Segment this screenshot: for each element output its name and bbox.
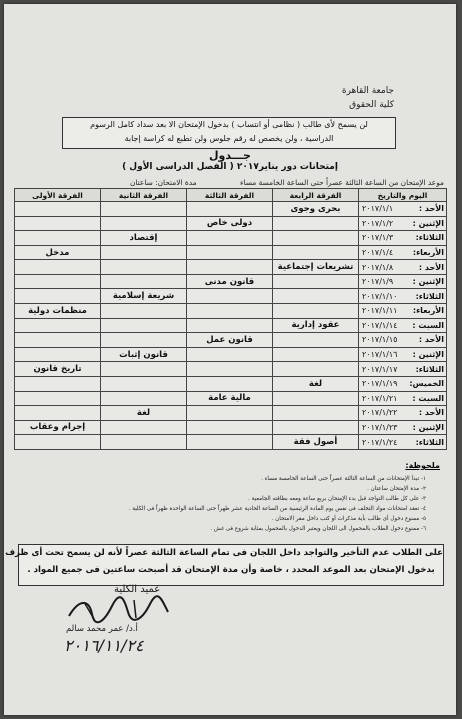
dean-name: أ.د/ عمر محمد سالم [66, 624, 138, 634]
signature-date: ٢٠١٦/١١/٢٤ [64, 636, 144, 655]
table-row [15, 333, 447, 348]
third-year-subject [187, 435, 273, 450]
third-year-subject [187, 289, 273, 304]
notes-title: ملحوظة: [405, 461, 440, 470]
day-name: الأحد : [418, 408, 444, 418]
first-year-subject: إجرام وعقاب [15, 420, 101, 435]
fourth-year-subject [273, 304, 359, 319]
table-row [15, 245, 447, 260]
note-item: ٣- على كل طالب التواجد قبل بدء الإمتحان بربع ساعة ومعه بطاقته الجامعية . [248, 496, 426, 502]
fourth-year-subject [273, 333, 359, 348]
second-year-subject [101, 304, 187, 319]
exam-date: ٢٠١٧/١/١٤ [362, 320, 398, 330]
exam-duration-info: مدة الامتحان: ساعتان [130, 178, 197, 187]
first-year-subject [15, 347, 101, 362]
table-row [15, 376, 447, 391]
third-year-subject [187, 231, 273, 246]
first-year-subject [15, 435, 101, 450]
third-year-subject [187, 318, 273, 333]
second-year-subject [101, 420, 187, 435]
day-name: الإثنين : [412, 350, 444, 360]
first-year-subject [15, 289, 101, 304]
exam-time-info: موعد الإمتحان من الساعة الثالثة عصراً حتى الساعة الخامسة مساء [239, 178, 444, 187]
day-name: السبت : [412, 393, 444, 403]
third-year-subject [187, 420, 273, 435]
day-date-cell [359, 260, 447, 275]
day-date-cell [359, 333, 447, 348]
faculty-name: كلية الحقوق [349, 100, 394, 110]
table-row [15, 216, 447, 231]
fourth-year-subject [273, 245, 359, 260]
day-date-cell [359, 347, 447, 362]
first-year-subject [15, 260, 101, 275]
third-year-subject: قانون مدنى [187, 274, 273, 289]
table-row [15, 406, 447, 421]
exam-date: ٢٠١٧/١/٢٤ [362, 437, 398, 447]
second-year-subject: قانون إثبات [101, 347, 187, 362]
table-row [15, 274, 447, 289]
header-fourth-year: الفرقة الرابعة [273, 189, 359, 202]
notes-list [129, 474, 426, 534]
lateness-warning-box [5, 544, 444, 586]
note-item: ٢- مدة الإمتحان ساعتان . [367, 486, 426, 492]
first-year-subject: مدخل [15, 245, 101, 260]
table-row [15, 347, 447, 362]
first-year-subject: منظمات دولية [15, 304, 101, 319]
third-year-subject [187, 406, 273, 421]
table-row [15, 304, 447, 319]
exam-date: ٢٠١٧/١/١٧ [362, 364, 398, 374]
fourth-year-subject [273, 216, 359, 231]
second-year-subject [101, 202, 187, 217]
table-header-row [15, 189, 447, 202]
first-year-subject [15, 231, 101, 246]
day-name: الثلاثاء: [415, 291, 444, 301]
header-day-date: اليوم والتاريخ [359, 189, 447, 202]
second-year-subject: لغة [101, 406, 187, 421]
header-third-year: الفرقة الثالثة [187, 189, 273, 202]
third-year-subject: قانون عمل [187, 333, 273, 348]
day-date-cell [359, 420, 447, 435]
day-name: الثلاثاء: [415, 233, 444, 243]
first-year-subject [15, 406, 101, 421]
day-name: الخميس: [409, 379, 444, 389]
day-name: الثلاثاء: [415, 437, 444, 447]
day-date-cell [359, 406, 447, 421]
day-date-cell [359, 362, 447, 377]
exam-date: ٢٠١٧/١/٩ [362, 277, 394, 287]
third-year-subject [187, 304, 273, 319]
first-year-subject [15, 202, 101, 217]
dean-title: عميد الكلية [114, 584, 161, 595]
exam-schedule-table [14, 188, 447, 450]
day-name: الإثنين : [412, 218, 444, 228]
day-date-cell [359, 274, 447, 289]
second-year-subject: شريعة إسلامية [101, 289, 187, 304]
first-year-subject: تاريخ قانون [15, 362, 101, 377]
day-name: الثلاثاء: [415, 364, 444, 374]
day-date-cell [359, 391, 447, 406]
fourth-year-subject [273, 347, 359, 362]
fees-notice-box [62, 117, 396, 149]
fourth-year-subject: لغة [273, 376, 359, 391]
second-year-subject [101, 274, 187, 289]
first-year-subject [15, 318, 101, 333]
third-year-subject [187, 202, 273, 217]
first-year-subject [15, 274, 101, 289]
exam-date: ٢٠١٧/١/٢٢ [362, 408, 398, 418]
table-row [15, 231, 447, 246]
third-year-subject [187, 376, 273, 391]
second-year-subject [101, 216, 187, 231]
third-year-subject [187, 260, 273, 275]
day-name: الإثنين : [412, 277, 444, 287]
document-heading: جـــدول [209, 149, 251, 162]
first-year-subject [15, 216, 101, 231]
fees-notice-line-2: الدراسية ، ولن يخصص له رقم جلوس ولن تطبع له كراسة إجابة [124, 134, 334, 143]
day-date-cell [359, 376, 447, 391]
second-year-subject [101, 260, 187, 275]
third-year-subject [187, 362, 273, 377]
fourth-year-subject [273, 274, 359, 289]
note-item: ١- تبدأ الإمتحانات من الساعة الثالثة عصراً حتى الساعة الخامسة مساء . [261, 476, 426, 482]
table-row [15, 362, 447, 377]
second-year-subject [101, 435, 187, 450]
first-year-subject [15, 333, 101, 348]
fourth-year-subject [273, 362, 359, 377]
exam-date: ٢٠١٧/١/٨ [362, 262, 394, 272]
table-row [15, 202, 447, 217]
second-year-subject [101, 391, 187, 406]
day-name: الأحد : [418, 204, 444, 214]
day-name: الأربعاء: [412, 248, 444, 258]
day-date-cell [359, 216, 447, 231]
day-name: الأربعاء: [412, 306, 444, 316]
fourth-year-subject: بحرى وجوى [273, 202, 359, 217]
exam-date: ٢٠١٧/١/١٩ [362, 379, 398, 389]
exam-date: ٢٠١٧/١/٢٣ [362, 422, 398, 432]
fourth-year-subject [273, 420, 359, 435]
second-year-subject [101, 245, 187, 260]
table-row [15, 420, 447, 435]
day-name: الإثنين : [412, 422, 444, 432]
table-row [15, 435, 447, 450]
handwritten-signature [64, 594, 174, 624]
second-year-subject [101, 376, 187, 391]
third-year-subject: دولى خاص [187, 216, 273, 231]
fourth-year-subject: عقود إدارية [273, 318, 359, 333]
fourth-year-subject [273, 406, 359, 421]
exam-date: ٢٠١٧/١/٣ [362, 233, 394, 243]
day-name: السبت : [412, 320, 444, 330]
fees-notice-line-1: لن يسمح لأى طالب ( نظامى أو انتساب ) بدخول الإمتحان الا بعد سداد كامل الرسوم [90, 120, 368, 129]
third-year-subject: مالية عامة [187, 391, 273, 406]
exam-date: ٢٠١٧/١/١٥ [362, 335, 398, 345]
day-date-cell [359, 245, 447, 260]
note-item: ٥- ممنوع دخول أى طالب بأية مذكرات أو كتب داخل مقر الامتحان . [271, 516, 426, 522]
table-row [15, 318, 447, 333]
fourth-year-subject [273, 231, 359, 246]
exam-date: ٢٠١٧/١/٢ [362, 218, 394, 228]
day-date-cell [359, 202, 447, 217]
schedule-body [15, 202, 447, 450]
exam-date: ٢٠١٧/١/٤ [362, 248, 394, 258]
fourth-year-subject [273, 391, 359, 406]
fourth-year-subject: أصول فقة [273, 435, 359, 450]
day-date-cell [359, 304, 447, 319]
warning-line-2: بدخول الإمتحان بعد الموعد المحدد ، خاصة وأن مدة الإمتحان قد أصبحت ساعتين فى جميع المواد . [27, 565, 435, 575]
first-year-subject [15, 391, 101, 406]
document-subtitle: إمتحانات دور يناير٢٠١٧ ( الفصل الدراسى الأول ) [122, 162, 338, 172]
table-row [15, 289, 447, 304]
third-year-subject [187, 245, 273, 260]
second-year-subject: إقتصاد [101, 231, 187, 246]
exam-date: ٢٠١٧/١/١٠ [362, 291, 398, 301]
first-year-subject [15, 376, 101, 391]
second-year-subject [101, 318, 187, 333]
university-name: جامعة القاهرة [341, 86, 394, 96]
exam-date: ٢٠١٧/١/١٦ [362, 350, 398, 360]
day-name: الأحد : [418, 262, 444, 272]
fourth-year-subject [273, 289, 359, 304]
header-first-year: الفرقة الأولى [15, 189, 101, 202]
header-second-year: الفرقة الثانية [101, 189, 187, 202]
fourth-year-subject: تشريعات إجتماعية [273, 260, 359, 275]
warning-line-1: على الطلاب عدم التأخير والتواجد داخل اللجان فى تمام الساعة الثالثة عصراً لأنه لن يسمح تحت أى ظرف [5, 548, 443, 558]
day-date-cell [359, 289, 447, 304]
day-date-cell [359, 435, 447, 450]
day-date-cell [359, 231, 447, 246]
third-year-subject [187, 347, 273, 362]
table-row [15, 260, 447, 275]
day-name: الأحد : [418, 335, 444, 345]
exam-date: ٢٠١٧/١/٢١ [362, 393, 398, 403]
exam-schedule-document [4, 4, 456, 715]
table-row [15, 391, 447, 406]
second-year-subject [101, 362, 187, 377]
note-item: ٦- ممنوع دخول الطلاب بالمحمول الى اللجان ويعتبر الدخول بالمحمول بمثابة شروع فى غش . [210, 526, 426, 532]
second-year-subject [101, 333, 187, 348]
exam-date: ٢٠١٧/١/١١ [362, 306, 398, 316]
exam-date: ٢٠١٧/١/١ [362, 204, 394, 214]
note-item: ٤- تعقد امتحانات مواد التخلف فى نفس يوم المادة الرئيسية من الساعة الحادية عشر ظهراً حتى الساعة الواحدة ظهراً فى الكلية . [128, 506, 426, 512]
day-date-cell [359, 318, 447, 333]
